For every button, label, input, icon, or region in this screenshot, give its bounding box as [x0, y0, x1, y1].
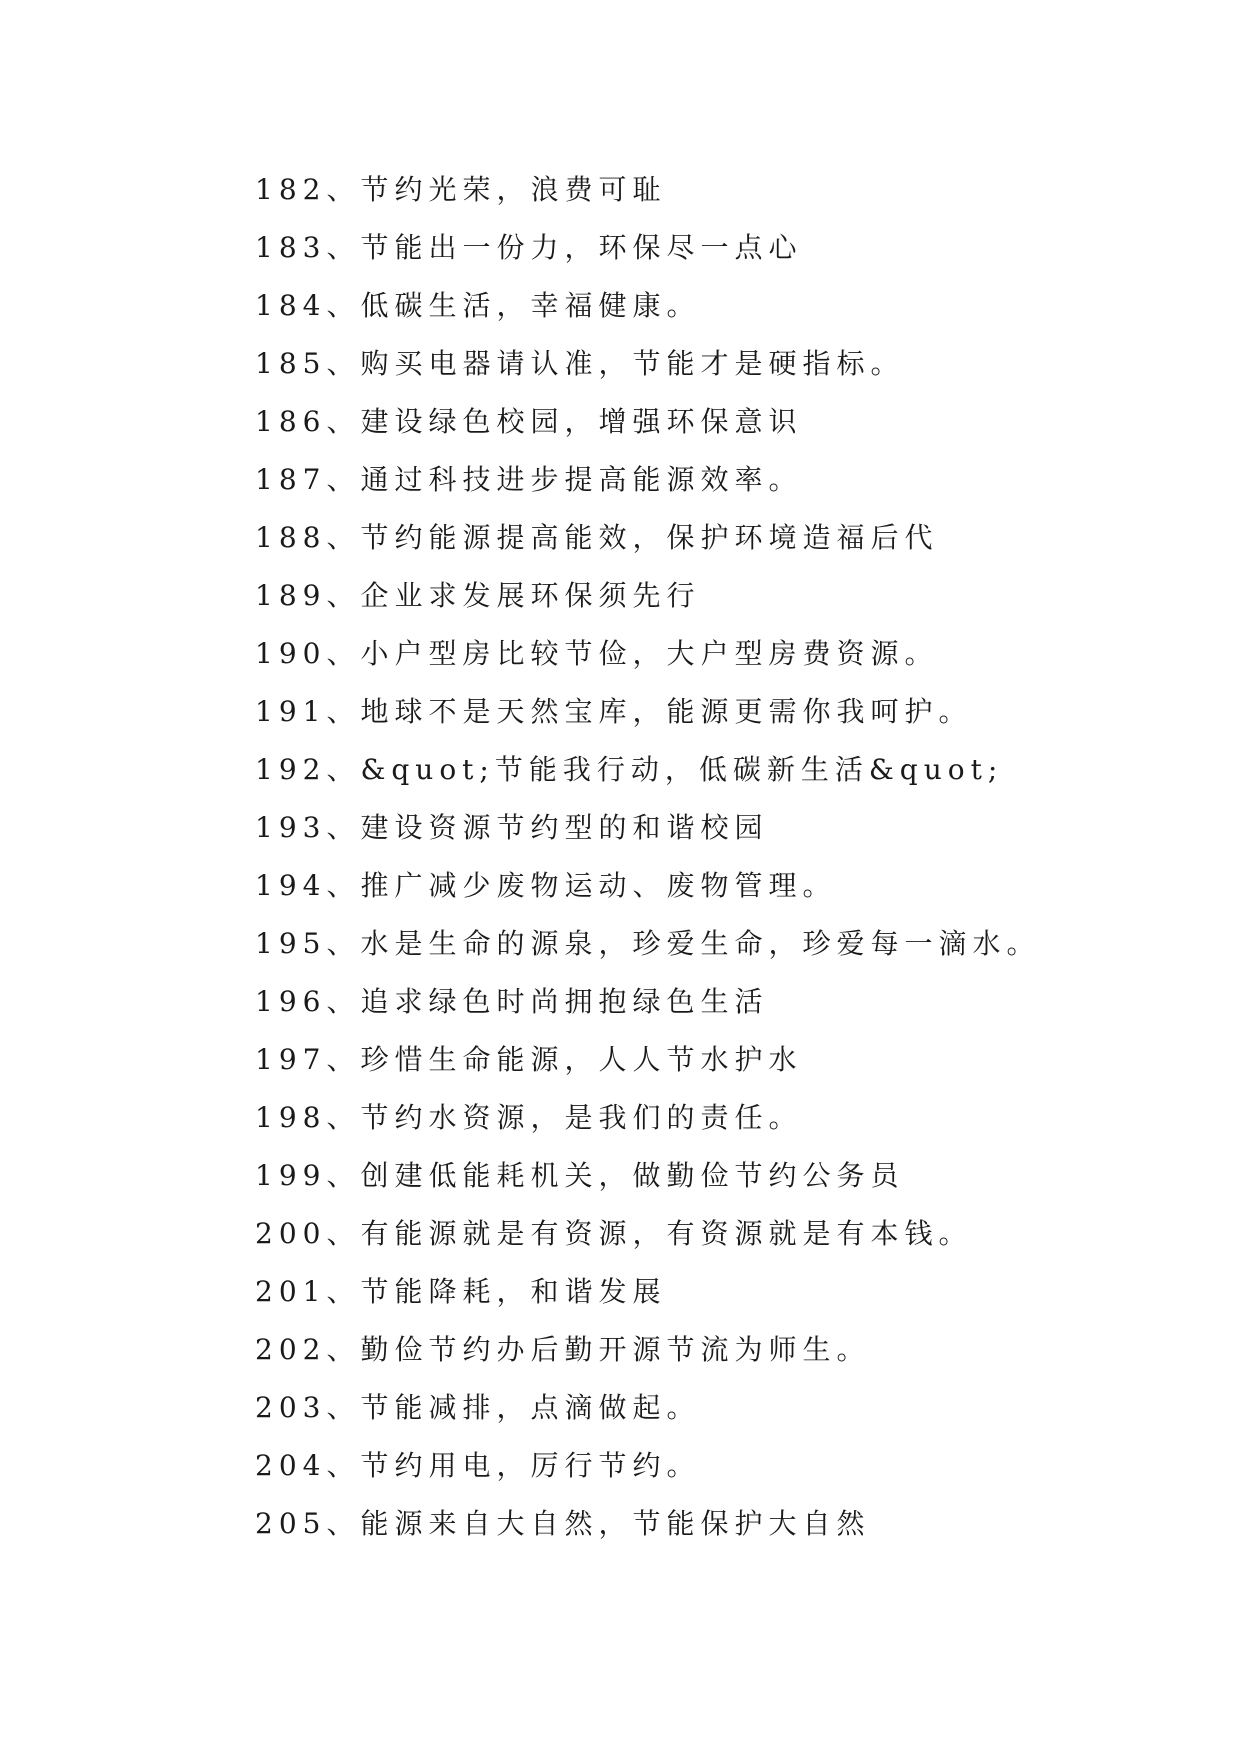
- list-item: 187、通过科技进步提高能源效率。: [255, 463, 803, 496]
- list-item: 195、水是生命的源泉，珍爱生命，珍爱每一滴水。: [255, 927, 1041, 960]
- list-item: 192、&quot;节能我行动，低碳新生活&quot;: [255, 753, 1004, 786]
- list-item: 203、节能减排，点滴做起。: [255, 1391, 701, 1424]
- list-item: 202、勤俭节约办后勤开源节流为师生。: [255, 1333, 871, 1366]
- list-item: 200、有能源就是有资源，有资源就是有本钱。: [255, 1217, 973, 1250]
- list-item: 196、追求绿色时尚拥抱绿色生活: [255, 985, 769, 1018]
- list-item: 182、节约光荣，浪费可耻: [255, 173, 667, 206]
- list-item: 183、节能出一份力，环保尽一点心: [255, 231, 803, 264]
- list-item: 186、建设绿色校园，增强环保意识: [255, 405, 803, 438]
- list-item: 194、推广减少废物运动、废物管理。: [255, 869, 837, 902]
- list-item: 197、珍惜生命能源，人人节水护水: [255, 1043, 803, 1076]
- list-item: 199、创建低能耗机关，做勤俭节约公务员: [255, 1159, 905, 1192]
- list-item: 185、购买电器请认准，节能才是硬指标。: [255, 347, 905, 380]
- list-item: 191、地球不是天然宝库，能源更需你我呵护。: [255, 695, 973, 728]
- slogan-list: [255, 161, 1040, 1553]
- list-item: 184、低碳生活，幸福健康。: [255, 289, 701, 322]
- list-item: 189、企业求发展环保须先行: [255, 579, 701, 612]
- list-item: 204、节约用电，厉行节约。: [255, 1449, 701, 1482]
- list-item: 190、小户型房比较节俭，大户型房费资源。: [255, 637, 939, 670]
- list-item: 201、节能降耗，和谐发展: [255, 1275, 667, 1308]
- list-item: 188、节约能源提高能效，保护环境造福后代: [255, 521, 939, 554]
- list-item: 198、节约水资源，是我们的责任。: [255, 1101, 803, 1134]
- list-item: 205、能源来自大自然，节能保护大自然: [255, 1507, 871, 1540]
- list-item: 193、建设资源节约型的和谐校园: [255, 811, 769, 844]
